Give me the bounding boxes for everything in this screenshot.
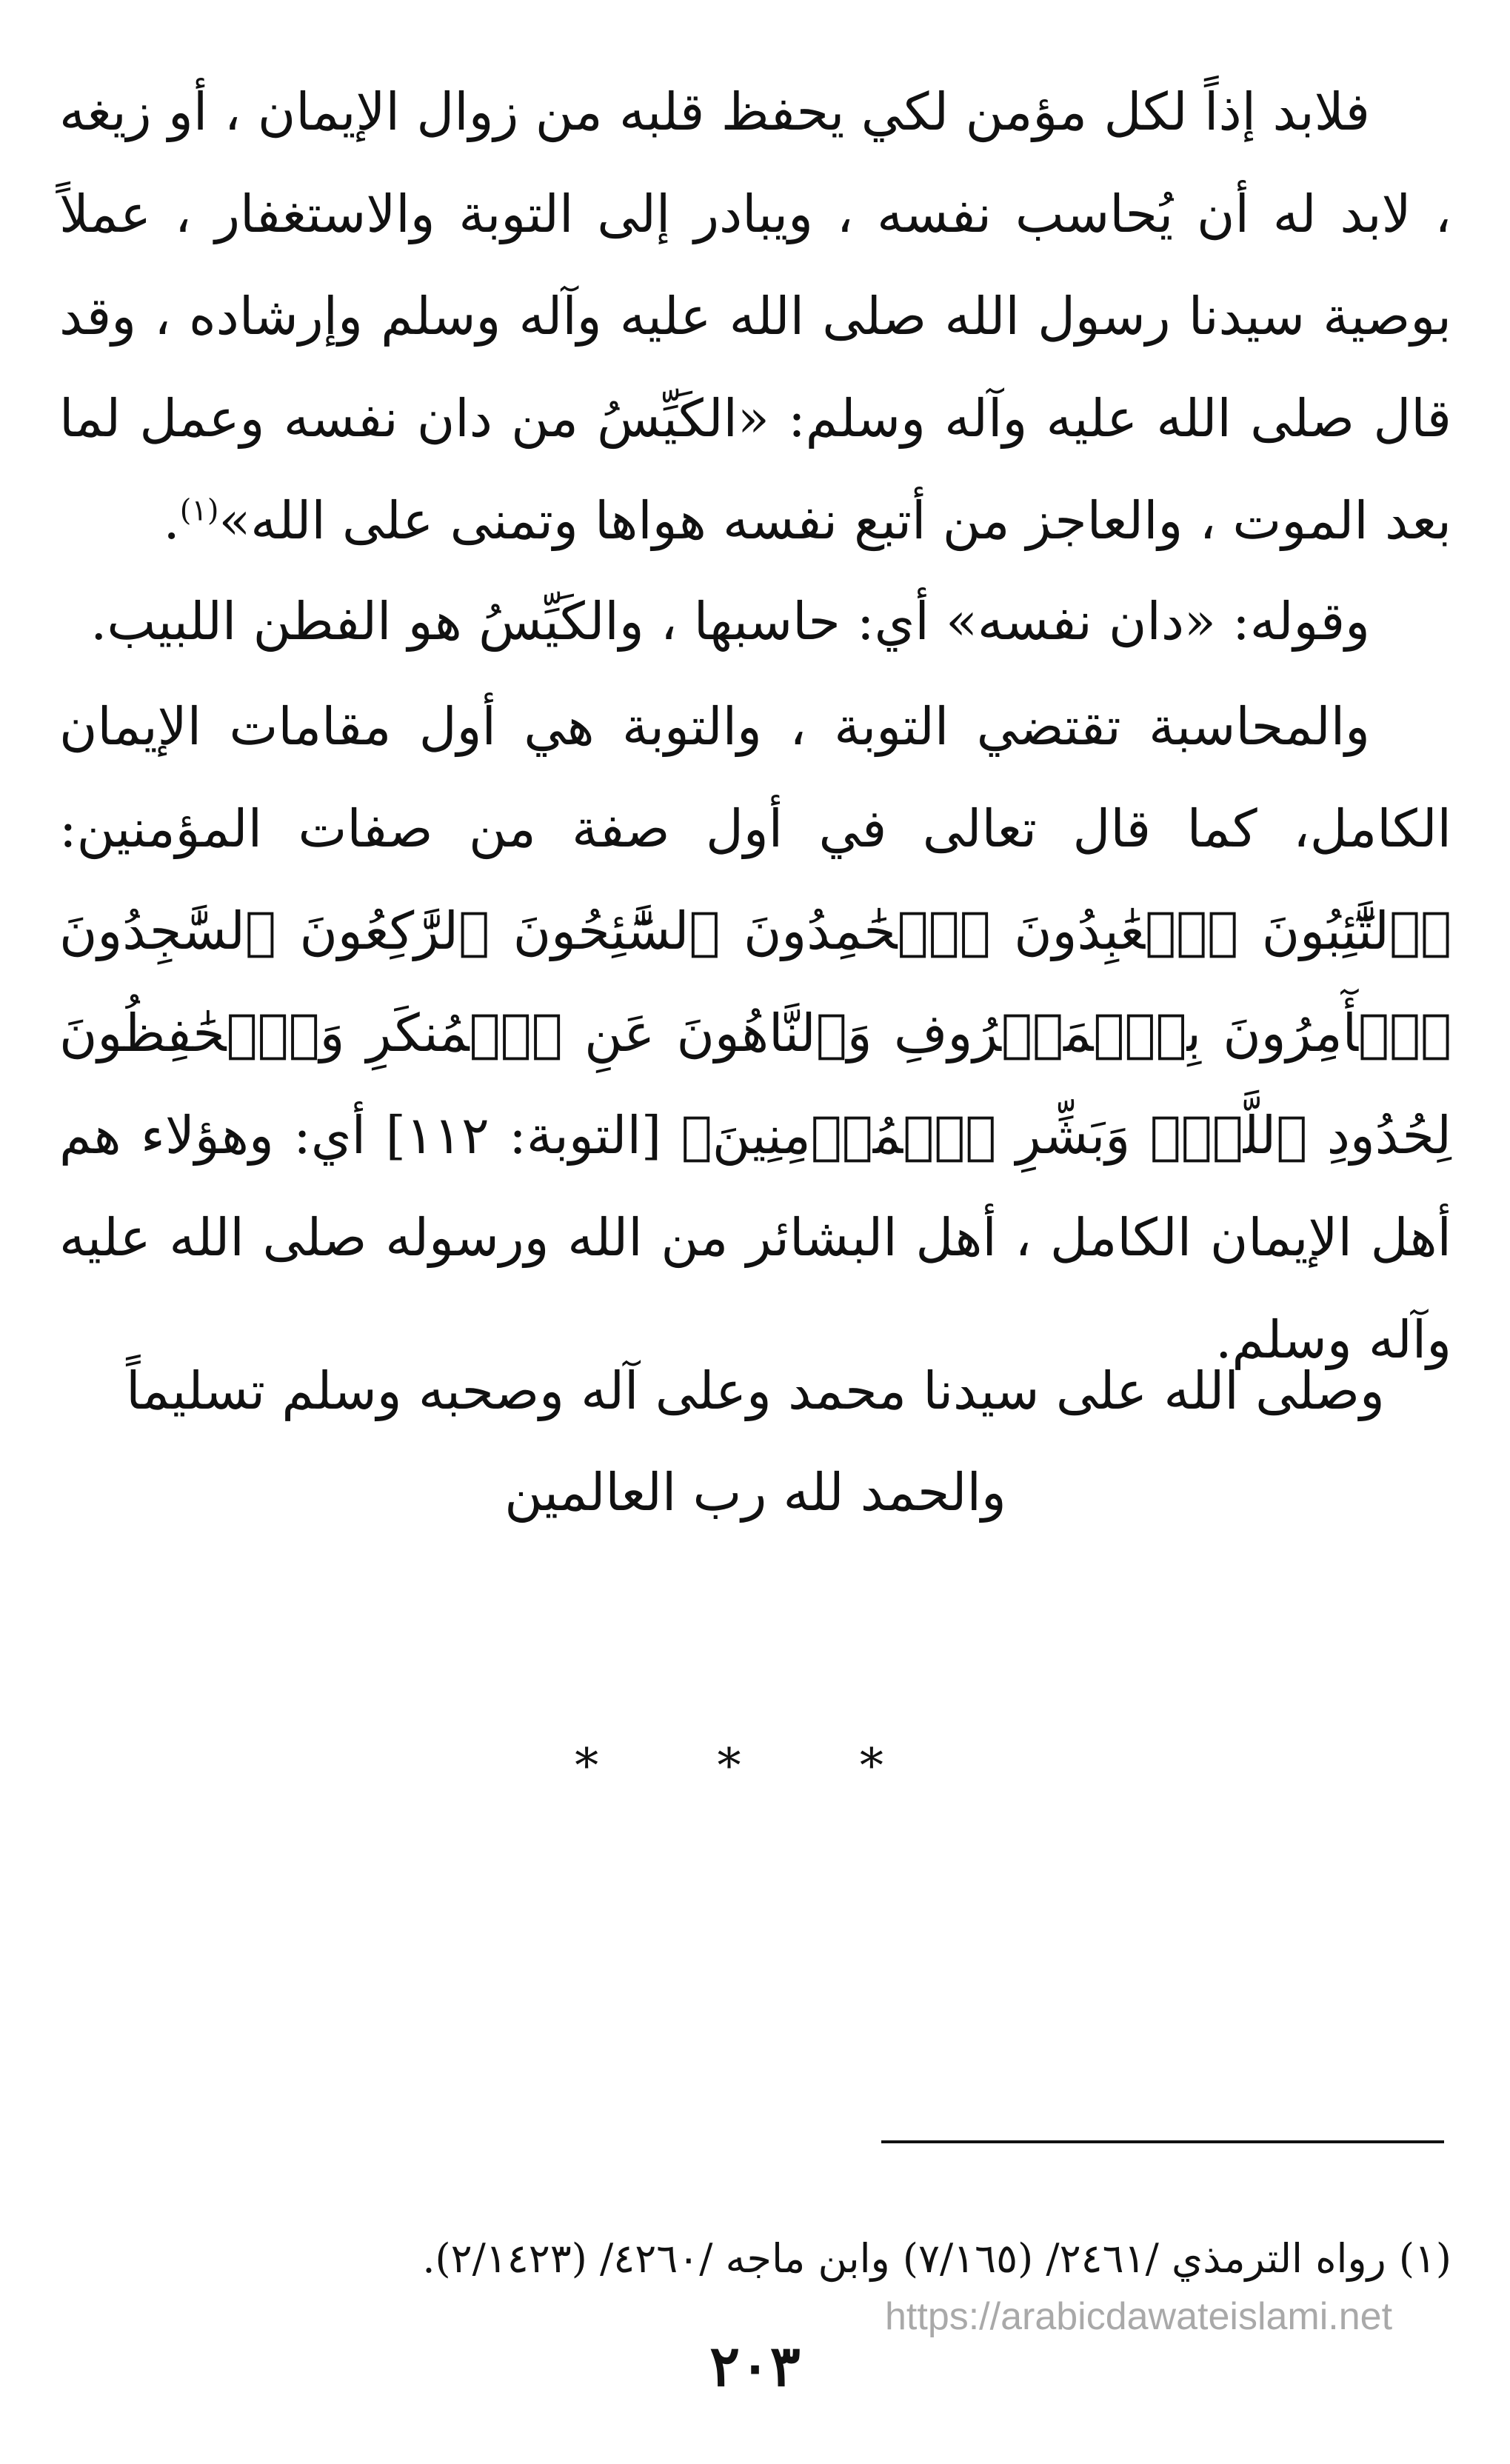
watermark-url: https://arabicdawateislami.net xyxy=(885,2295,1393,2338)
paragraph-1-period: . xyxy=(163,490,180,551)
paragraph-1 xyxy=(59,61,1451,572)
paragraph-1-text: فلابد إذاً لكل مؤمن لكي يحفظ قلبه من زوال الإيمان ، أو زيغه ، لابد له أن يُحاسب نفسه ، ويبادر إلى التوبة والاستغفار ، عملاً بوصية سيدنا رسول الله صلى الله عليه وآله وسلم وإرشاده ، وقد قال صلى الله عليه وآله وسلم: «الكَيِّسُ من دان نفسه وعمل لما بعد الموت ، والعاجز من أتبع نفسه هواها وتمنى على الله» xyxy=(59,81,1451,551)
footnote: (١) رواه الترمذي /٢٤٦١/ (٧/١٦٥) وابن ماجه /٤٢٦٠/ (٢/١٤٢٣). xyxy=(422,2235,1451,2282)
closing-praise: والحمد لله رب العالمين xyxy=(504,1462,1006,1523)
section-separator: * * * xyxy=(575,1739,935,1794)
footnote-reference: (١) xyxy=(179,493,219,528)
page-number: ٢٠٣ xyxy=(709,2333,801,2399)
footnote-divider xyxy=(881,2140,1444,2143)
paragraph-2: وقوله: «دان نفسه» أي: حاسبها ، والكَيِّسُ هو الفطن اللبيب. xyxy=(90,591,1370,652)
paragraph-3: والمحاسبة تقتضي التوبة ، والتوبة هي أول مقامات الإيمان الكامل، كما قال تعالى في أول صفة من صفات المؤمنين: ﴿ٱلتَّٰٓئِبُونَ ٱلۡعَٰبِدُونَ ٱلۡحَٰمِدُونَ ٱلسَّٰٓئِحُونَ ٱلرَّٰكِعُونَ ٱلسَّٰجِدُونَ ٱلۡأٓمِرُونَ بِٱلۡمَعۡرُوفِ وَٱلنَّاهُونَ عَنِ ٱلۡمُنكَرِ وَٱلۡحَٰفِظُونَ لِحُدُودِ ٱللَّهِۗ وَبَشِّرِ ٱلۡمُؤۡمِنِينَ﴾ [التوبة: ١١٢] أي: وهؤلاء هم أهل الإيمان الكامل ، أهل البشائر من الله ورسوله صلى الله عليه وآله وسلم. xyxy=(59,696,1451,1370)
closing-salutation: وصلى الله على سيدنا محمد وعلى آله وصحبه وسلم تسليماً xyxy=(126,1360,1385,1421)
